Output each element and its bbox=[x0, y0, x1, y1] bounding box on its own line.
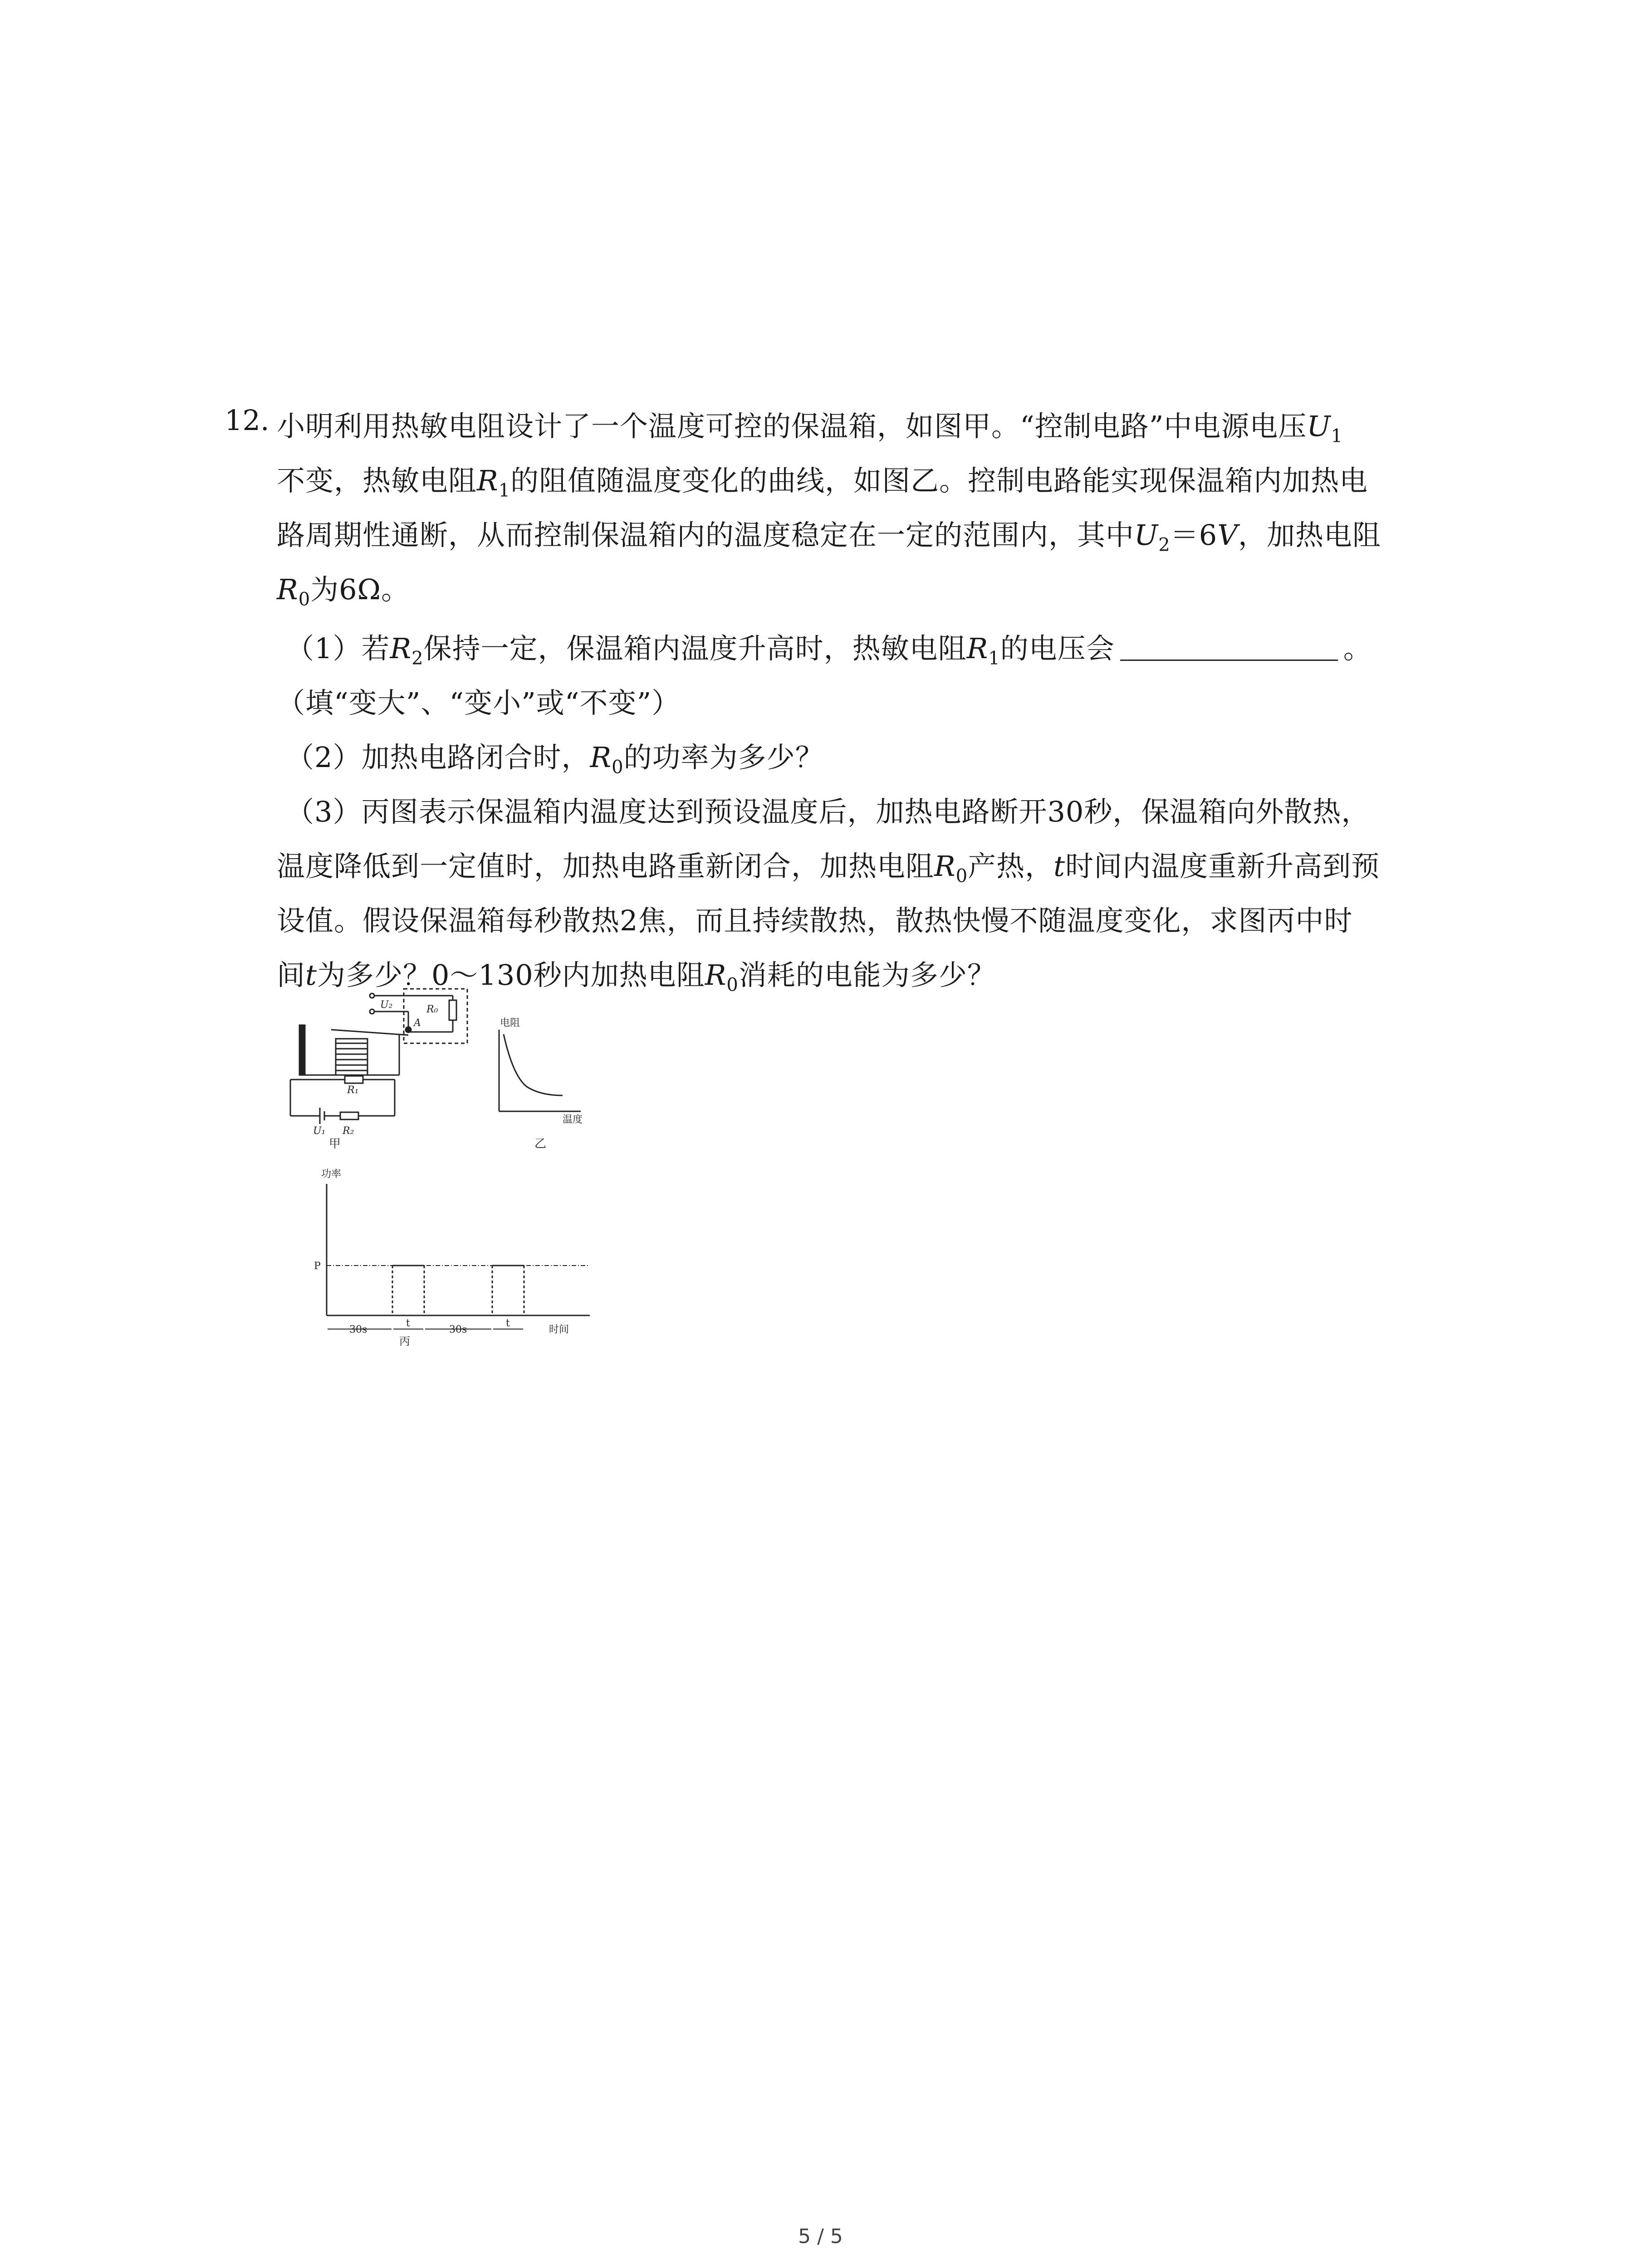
figure-jia-circuit bbox=[290, 989, 467, 1124]
page-number: 5 / 5 bbox=[798, 2225, 843, 2248]
intro-line-1: 小明利用热敏电阻设计了一个温度可控的保温箱，如图甲。“控制电路”中电源电压$U_1$ bbox=[277, 410, 1343, 447]
part-2: （2）加热电路闭合时，$R_0$的功率为多少？ bbox=[286, 741, 824, 778]
label-r1: R₁ bbox=[347, 1085, 359, 1096]
bing-p-label: P bbox=[314, 1261, 321, 1272]
heating-circuit-box bbox=[404, 989, 467, 1043]
part-3-line-1: （3）丙图表示保温箱内温度达到预设温度后，加热电路断开30秒，保温箱向外散热， bbox=[286, 795, 1370, 828]
part-3-line-2: 温度降低到一定值时，加热电路重新闭合，加热电阻$R_0$产热，t时间内温度重新升高到预 bbox=[277, 850, 1380, 887]
part-1: （1）若$R_2$保持一定，保温箱内温度升高时，热敏电阻$R_1$的电压会 。 bbox=[286, 632, 1372, 669]
figure-bing-graph bbox=[327, 1184, 590, 1329]
bing-seg-t-2: t bbox=[506, 1318, 510, 1329]
caption-bing: 丙 bbox=[399, 1335, 410, 1347]
caption-yi: 乙 bbox=[534, 1137, 547, 1151]
part-3-line-3: 设值。假设保温箱每秒散热2焦，而且持续散热，散热快慢不随温度变化，求图丙中时 bbox=[277, 904, 1353, 937]
label-r0: R₀ bbox=[426, 1004, 438, 1015]
intro-line-4: $R_0$为6Ω。 bbox=[277, 573, 410, 610]
label-u2: U₂ bbox=[380, 999, 393, 1011]
bing-seg-30s-2: 30s bbox=[449, 1324, 467, 1335]
answer-blank[interactable] bbox=[1120, 637, 1338, 661]
yi-xlabel: 温度 bbox=[563, 1114, 583, 1125]
intro-line-3: 路周期性通断，从而控制保温箱内的温度稳定在一定的范围内，其中$U_2=6V$，加热电阻 bbox=[277, 518, 1381, 556]
caption-jia: 甲 bbox=[329, 1137, 341, 1151]
part-1-hint: （填“变大”、“变小”或“不变”） bbox=[277, 686, 681, 719]
r0-resistor bbox=[449, 1000, 456, 1020]
r1-resistor bbox=[345, 1076, 363, 1083]
r2-resistor bbox=[340, 1112, 358, 1119]
question-number: 12. bbox=[225, 404, 269, 437]
part-3-line-4: 间t为多少？0～130秒内加热电阻$R_0$消耗的电能为多少？ bbox=[277, 958, 996, 996]
label-u1: U₁ bbox=[313, 1125, 326, 1137]
bing-seg-t-1: t bbox=[406, 1318, 410, 1329]
label-r2: R₂ bbox=[343, 1125, 354, 1137]
figures bbox=[272, 984, 635, 1347]
bing-seg-30s-1: 30s bbox=[349, 1324, 367, 1335]
bing-ylabel: 功率 bbox=[321, 1168, 342, 1180]
label-a: A bbox=[414, 1017, 421, 1029]
yi-curve bbox=[504, 1034, 563, 1095]
intro-line-2: 不变，热敏电阻$R_1$的阻值随温度变化的曲线，如图乙。控制电路能实现保温箱内加热电 bbox=[277, 464, 1368, 501]
figure-yi-graph bbox=[499, 1030, 581, 1111]
bing-xlabel: 时间 bbox=[549, 1324, 569, 1335]
yi-ylabel: 电阻 bbox=[500, 1017, 520, 1029]
